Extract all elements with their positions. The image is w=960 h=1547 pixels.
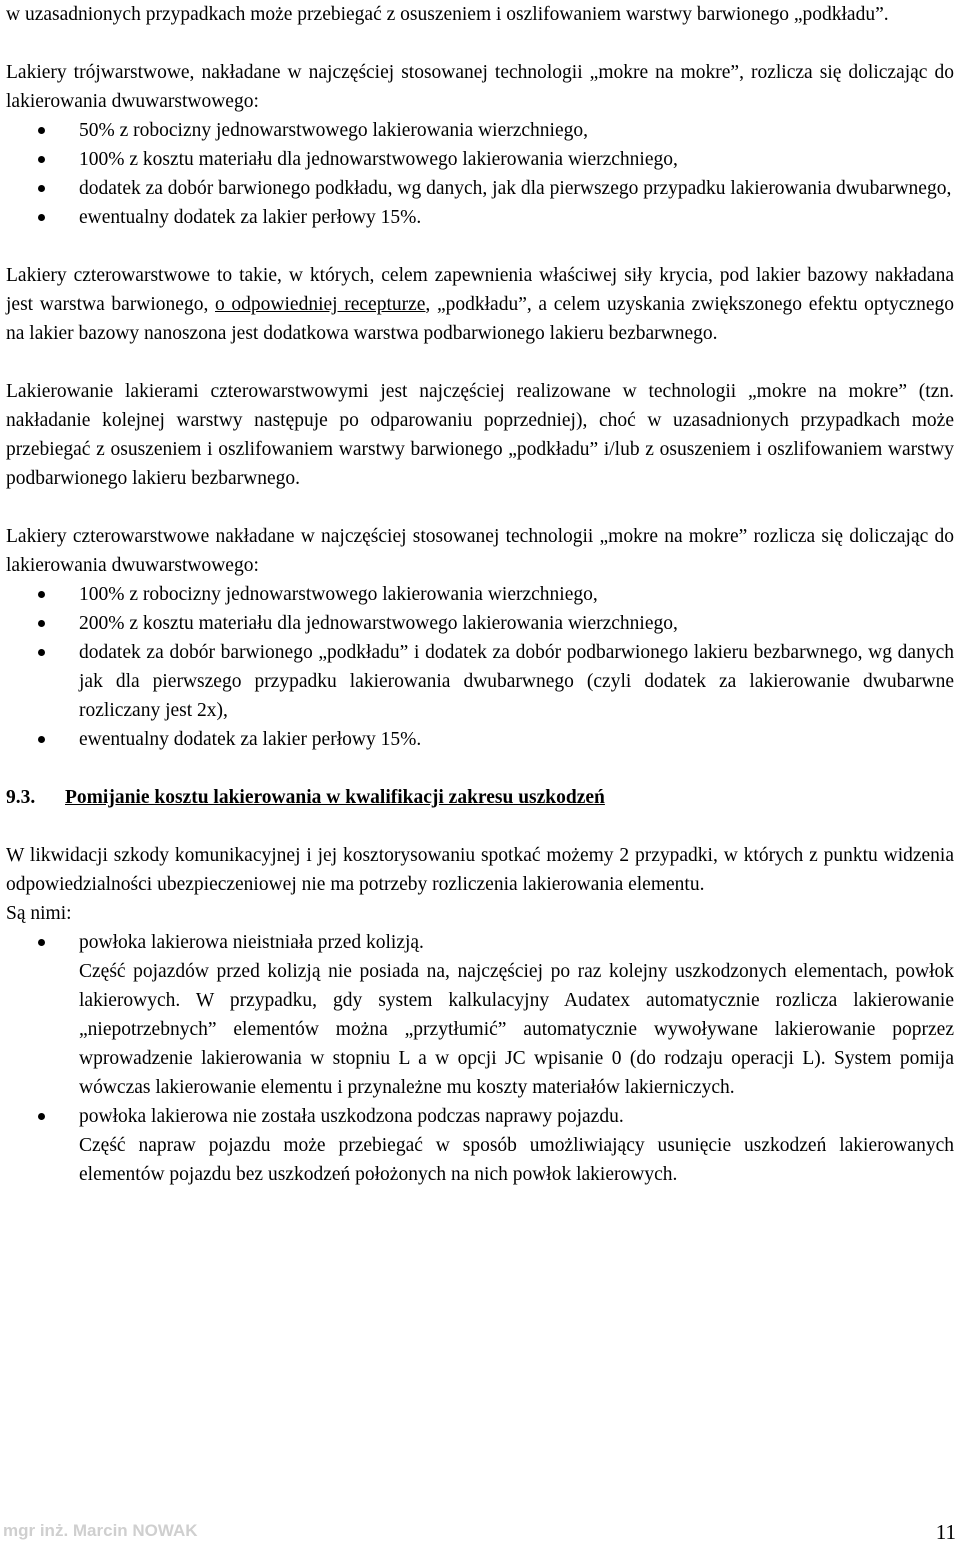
document-page: [6, 0, 954, 1189]
definition-text-part-1: Lakiery czterowarstwowe to takie, w których, celem zapewnienia właściwej siły krycia, pod lakier bazowy nakładana jest warstwa barwionego,: [6, 265, 954, 315]
definition-text-part-2: , „podkładu”, a celem uzyskania zwiększonego efektu optycznego na lakier bazowy nanoszona jest dodatkowa warstwa podbarwionego lakieru bezbarwnego.: [6, 294, 954, 344]
list-item: 100% z kosztu materiału dla jednowarstwowego lakierowania wierzchniego,: [6, 145, 954, 174]
footer-author: mgr inż. Marcin NOWAK: [3, 1521, 198, 1540]
list-item: dodatek za dobór barwionego „podkładu” i dodatek za dobór podbarwionego lakieru bezbarwnego, wg danych jak dla pierwszego przypadku lakierowania dwubarwnego (czyli dodatek za lakierowanie dwubarwne rozliczany jest 2x),: [6, 638, 954, 725]
list-item: 50% z robocizny jednowarstwowego lakierowania wierzchniego,: [6, 116, 954, 145]
cases-list: [6, 928, 954, 957]
list-item: ewentualny dodatek za lakier perłowy 15%.: [6, 725, 954, 754]
three-layer-intro: Lakiery trójwarstwowe, nakładane w najczęściej stosowanej technologii „mokre na mokre”, rozlicza się doliczając do lakierowania dwuwarstwowego:: [6, 62, 954, 112]
section-lead: Są nimi:: [6, 903, 72, 924]
four-layer-definition: [6, 261, 954, 348]
cases-list-2: [6, 1102, 954, 1131]
case-body: Część napraw pojazdu może przebiegać w sposób umożliwiający usunięcie uszkodzeń lakierowanych elementów pojazdu bez uszkodzeń położonych na nich powłok lakierowych.: [79, 1135, 954, 1185]
case-title: powłoka lakierowa nie została uszkodzona podczas naprawy pojazdu.: [6, 1102, 954, 1131]
four-layer-costs-section: [6, 522, 954, 754]
three-layer-section: [6, 58, 954, 232]
list-item: ewentualny dodatek za lakier perłowy 15%.: [6, 203, 954, 232]
intro-paragraph: w uzasadnionych przypadkach może przebiegać z osuszeniem i oszlifowaniem warstwy barwionego „podkładu”.: [6, 4, 889, 25]
section-heading: [6, 783, 954, 812]
list-item: 100% z robocizny jednowarstwowego lakierowania wierzchniego,: [6, 580, 954, 609]
list-item: 200% z kosztu materiału dla jednowarstwowego lakierowania wierzchniego,: [6, 609, 954, 638]
section-intro: W likwidacji szkody komunikacyjnej i jej kosztorysowaniu spotkać możemy 2 przypadki, w których z punktu widzenia odpowiedzialności ubezpieczeniowej nie ma potrzeby rozliczenia lakierowania elementu.: [6, 845, 954, 895]
case-title: powłoka lakierowa nieistniała przed kolizją.: [6, 928, 954, 957]
case-body: Część pojazdów przed kolizją nie posiada na, najczęściej po raz kolejny uszkodzonych elementach, powłok lakierowych. W przypadku, gdy system kalkulacyjny Audatex automatycznie rozlicza lakierowanie „niepotrzebnych” elementów można „przytłumić” automatycznie wywoływane lakierowanie poprzez wprowadzenie lakierowania w stopniu L a w opcji JC wpisanie 0 (do rodzaju operacji L). System pomija wówczas lakierowanie elementu i przynależne mu koszty materiałów lakierniczych.: [79, 961, 954, 1098]
section-title: Pomijanie kosztu lakierowania w kwalifikacji zakresu uszkodzeń: [65, 787, 605, 808]
three-layer-list: [6, 116, 954, 232]
definition-underlined-text: o odpowiedniej recepturze: [215, 294, 426, 315]
four-layer-process: Lakierowanie lakierami czterowarstwowymi jest najczęściej realizowane w technologii „mokre na mokre” (tzn. nakładanie kolejnej warstwy następuje po odparowaniu poprzedniej), choć w uzasadnionych przypadkach może przebiegać z osuszeniem i oszlifowaniem warstwy barwionego „podkładu” i/lub z osuszeniem i oszlifowaniem warstwy podbarwionego lakieru bezbarwnego.: [6, 381, 954, 489]
section-number: 9.3.: [6, 787, 36, 808]
four-layer-costs-list: [6, 580, 954, 754]
list-item: dodatek za dobór barwionego podkładu, wg danych, jak dla pierwszego przypadku lakierowania dwubarwnego,: [6, 174, 954, 203]
page-number: 11: [935, 1520, 956, 1544]
four-layer-costs-intro: Lakiery czterowarstwowe nakładane w najczęściej stosowanej technologii „mokre na mokre” rozlicza się doliczając do lakierowania dwuwarstwowego:: [6, 526, 954, 576]
